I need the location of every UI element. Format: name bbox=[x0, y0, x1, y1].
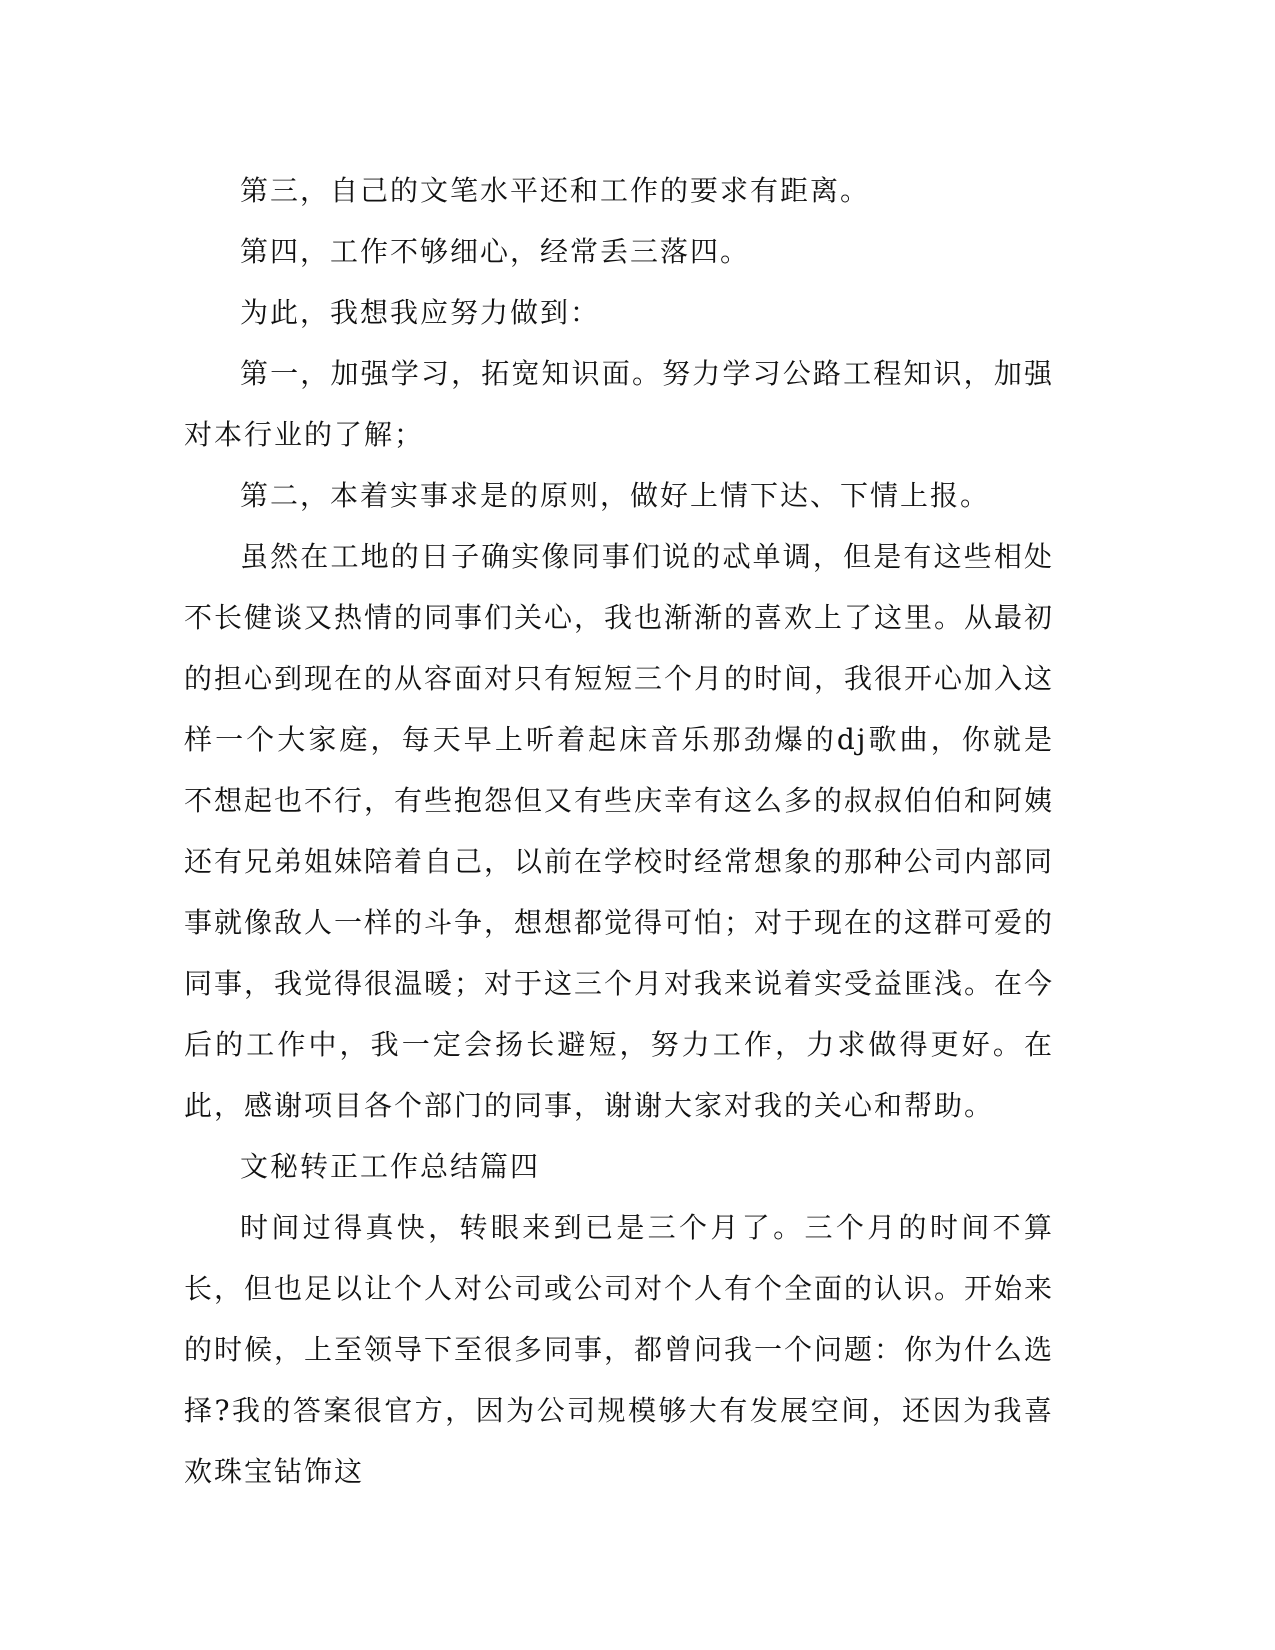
section-heading: 文秘转正工作总结篇四 bbox=[240, 1150, 541, 1183]
paragraph-weakness-4: 第四，工作不够细心，经常丢三落四。 bbox=[240, 235, 751, 268]
paragraph-plan-intro: 为此，我想我应努力做到： bbox=[240, 296, 601, 329]
paragraph-weakness-3: 第三，自己的文笔水平还和工作的要求有距离。 bbox=[240, 174, 871, 207]
document-body bbox=[184, 160, 1054, 1502]
paragraph-plan-1: 第一，加强学习，拓宽知识面。努力学习公路工程知识，加强对本行业的了解； bbox=[184, 357, 1054, 451]
paragraph-reflection: 虽然在工地的日子确实像同事们说的忒单调，但是有这些相处不长健谈又热情的同事们关心，我也渐渐的喜欢上了这里。从最初的担心到现在的从容面对只有短短三个月的时间，我很开心加入这样一个大家庭，每天早上听着起床音乐那劲爆的dj歌曲，你就是不想起也不行，有些抱怨但又有些庆幸有这么多的叔叔伯伯和阿姨还有兄弟姐妹陪着自己，以前在学校时经常想象的那种公司内部同事就像敌人一样的斗争，想想都觉得可怕；对于现在的这群可爱的同事，我觉得很温暖；对于这三个月对我来说着实受益匪浅。在今后的工作中，我一定会扬长避短，努力工作，力求做得更好。在此，感谢项目各个部门的同事，谢谢大家对我的关心和帮助。 bbox=[184, 540, 1055, 1122]
paragraph-plan-2: 第二，本着实事求是的原则，做好上情下达、下情上报。 bbox=[240, 479, 991, 512]
paragraph-section-four: 时间过得真快，转眼来到已是三个月了。三个月的时间不算长，但也足以让个人对公司或公司对个人有个全面的认识。开始来的时候，上至领导下至很多同事，都曾问我一个问题：你为什么选择?我的答案很官方，因为公司规模够大有发展空间，还因为我喜欢珠宝钻饰这 bbox=[184, 1211, 1055, 1488]
